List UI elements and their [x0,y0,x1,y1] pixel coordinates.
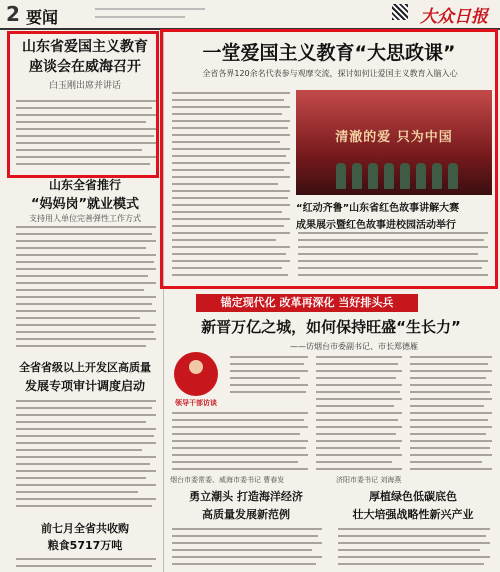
side-story-title-l2: 成果展示暨红色故事进校园活动举行 [296,220,456,231]
feature-subhead: ——访烟台市委副书记、市长郑德雁 [290,342,418,351]
main-subhead: 全省各界120余名代表参与观摩交流，探讨如何让爱国主义教育入脑入心 [202,69,458,78]
stage-photo [296,90,492,195]
feature-headline: 新晋万亿之城，如何保持旺盛“生长力” [201,318,461,336]
masthead [0,0,500,30]
left-story-4 [12,520,158,553]
left-story-4-title-l2: 粮食5717万吨 [47,539,123,552]
left-story-1-subtitle: 白玉刚出席并讲话 [48,81,121,91]
left-story-2-title-l1: 山东全省推行 [48,178,121,192]
left-story-2 [12,176,158,224]
left-story-3-title-l2: 发展专项审计调度启动 [24,379,145,393]
section-banner: 锚定现代化 改革再深化 当好排头兵 [196,294,418,312]
left-story-3-title-l1: 全省省级以上开发区高质量 [19,361,151,374]
left-story-3 [10,359,160,394]
bottom-left-title-l2: 高质量发展新范例 [202,508,290,521]
left-story-2-subtitle: 支持用人单位完善弹性工作方式 [29,214,141,223]
highlight-box-left [7,31,159,178]
portrait-icon [189,360,203,374]
bottom-right-title-l2: 壮大培强战略性新兴产业 [352,508,474,521]
interview-badge-label: 领导干部访谈 [175,399,217,407]
left-story-1-title-l1: 山东省爱国主义教育 [22,39,148,55]
bottom-left-kicker: 烟台市委常委、威海市委书记 曹春发 [170,476,285,484]
bottom-left-title-l1: 勇立潮头 打造海洋经济 [189,490,303,503]
side-story-title-l1: “红动齐鲁”山东省红色故事讲解大赛 [296,203,460,214]
bottom-right-title-l1: 厚植绿色低碳底色 [369,490,457,503]
left-story-2-title-l2: “妈妈岗”就业模式 [30,197,140,212]
masthead-logo: 大众日报 [420,7,488,27]
main-headline: 一堂爱国主义教育“大思政课” [202,42,456,64]
interview-badge [174,352,218,396]
section-title: 要闻 [26,8,59,27]
side-story [296,199,492,231]
left-story-4-title-l1: 前七月全省共收购 [41,522,129,535]
qr-code-icon [392,4,408,20]
bottom-right-kicker: 济阳市委书记 刘海燕 [336,476,402,484]
photo-caption: 清澈的爱 只为中国 [335,130,453,145]
left-story-1-title-l2: 座谈会在威海召开 [29,59,141,75]
page-number: 2 [6,2,20,26]
